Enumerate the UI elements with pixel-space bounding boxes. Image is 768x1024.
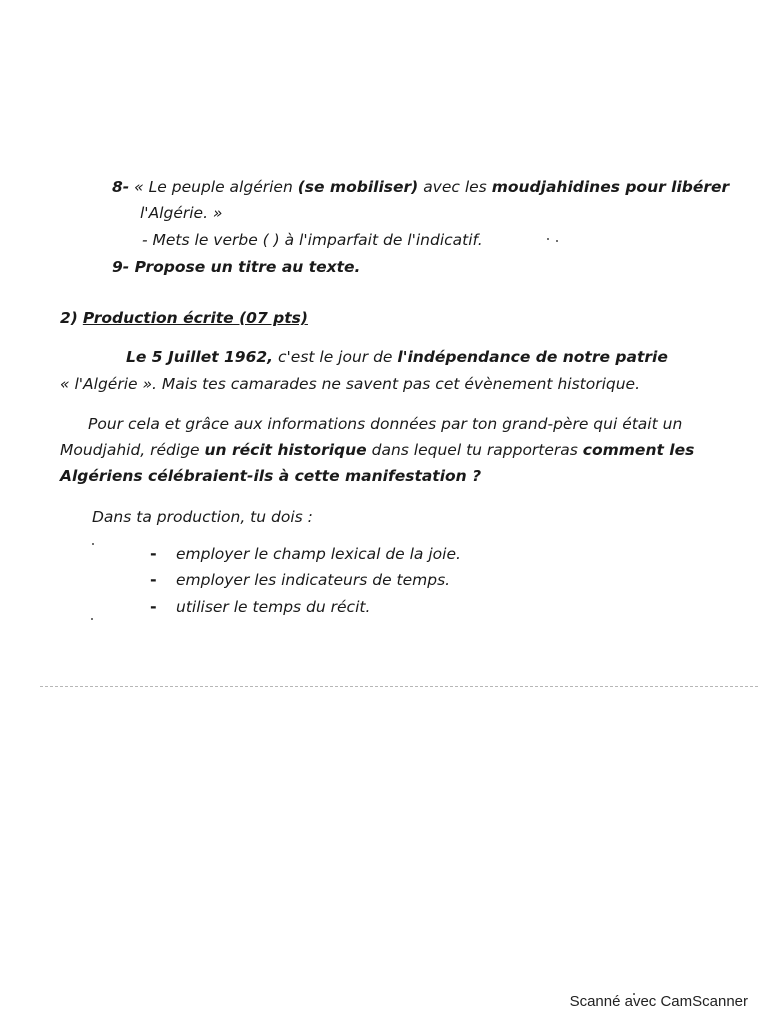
question-8-line-1: [112, 177, 729, 197]
scan-separator-line: [40, 686, 758, 687]
scan-speck: [91, 618, 93, 620]
question-8-verb: (se mobiliser): [297, 178, 419, 196]
paragraph-1-text: c'est le jour de: [278, 348, 393, 366]
question-8-quote-start: « Le peuple algérien: [134, 178, 293, 196]
question-8-quote-bold: moudjahidines pour libérer: [491, 178, 730, 196]
camscanner-watermark: Scanné avec CamScanner: [569, 993, 748, 1010]
paragraph-2-text-c: dans lequel tu rapporteras: [371, 441, 578, 459]
historical-narrative-bold: un récit historique: [204, 441, 367, 459]
scan-speck: [556, 240, 558, 242]
paragraph-2-line-1: Pour cela et grâce aux informations données par ton grand-père qui était un: [88, 415, 683, 433]
paragraph-2-text-a: Moudjahid, rédige: [60, 441, 200, 459]
bullet-item-3: utiliser le temps du récit.: [176, 598, 371, 616]
question-9-number: 9-: [112, 258, 130, 276]
bullet-dash: -: [150, 544, 157, 563]
question-9-text: Propose un titre au texte.: [134, 258, 361, 276]
bullet-dash: -: [150, 570, 157, 589]
independence-bold: l'indépendance de notre patrie: [397, 348, 668, 366]
bullet-dash: -: [150, 597, 157, 616]
paragraph-2-line-2: [60, 440, 694, 460]
question-8-number: 8-: [112, 178, 130, 196]
scan-speck: [547, 238, 549, 240]
question-8-quote-mid: avec les: [423, 178, 487, 196]
paragraph-1-line-1: [126, 347, 668, 367]
question-8-instruction: - Mets le verbe ( ) à l'imparfait de l'indicatif.: [142, 231, 483, 249]
bullet-item-2: employer les indicateurs de temps.: [176, 571, 451, 589]
instructions-intro: Dans ta production, tu dois :: [92, 508, 313, 526]
production-number: 2): [60, 309, 78, 327]
scan-speck: [92, 543, 94, 545]
question-9: [112, 257, 360, 277]
paragraph-1-line-2: « l'Algérie ». Mais tes camarades ne savent pas cet évènement historique.: [60, 375, 641, 393]
production-title: Production écrite (07 pts): [82, 309, 308, 327]
production-heading: [60, 308, 308, 328]
question-8-line-2: l'Algérie. »: [140, 204, 223, 222]
bullet-item-1: employer le champ lexical de la joie.: [176, 545, 461, 563]
date-bold: Le 5 Juillet 1962,: [126, 348, 274, 366]
paragraph-2-line-3: Algériens célébraient-ils à cette manifestation ?: [60, 467, 482, 485]
paragraph-2-text-d: comment les: [582, 441, 695, 459]
